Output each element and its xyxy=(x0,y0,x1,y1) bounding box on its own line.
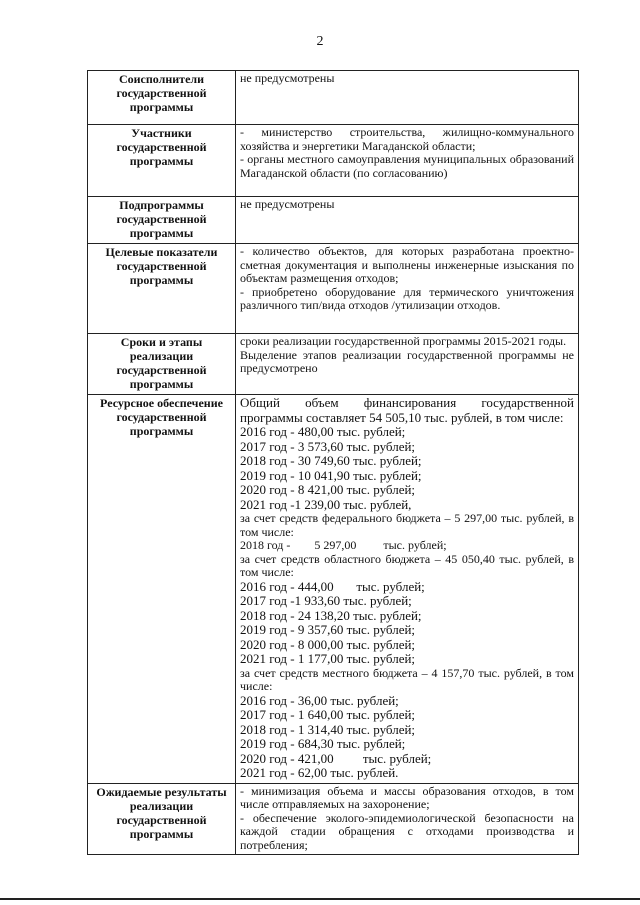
value-line: 2017 год - 3 573,60 тыс. рублей; xyxy=(240,438,416,454)
page-number: 2 xyxy=(316,34,324,49)
value-line: за счет средств областного бюджета – 45 050,40 тыс. рублей, в том числе: xyxy=(240,551,574,579)
row-value xyxy=(236,783,579,855)
page-bottom-rule xyxy=(0,898,640,900)
value-line: 2021 год - 1 177,00 тыс. рублей; xyxy=(240,651,416,666)
row-value xyxy=(236,71,579,125)
value-line: 2019 год - 10 041,90 тыс. рублей; xyxy=(240,467,422,483)
value-line: 2016 год - 444,00 тыс. рублей; xyxy=(240,578,425,594)
value-line: 2019 год - 9 357,60 тыс. рублей; xyxy=(240,622,416,637)
value-line: 2020 год - 8 000,00 тыс. рублей; xyxy=(240,636,416,652)
row-value xyxy=(236,395,579,784)
row-value xyxy=(236,125,579,197)
value-line: не предусмотрены xyxy=(240,197,335,211)
row-label: Ресурсное обеспечение государственной программы xyxy=(88,395,236,784)
row-label: Сроки и этапы реализации государственной программы xyxy=(88,334,236,395)
row-label: Участники государственной программы xyxy=(88,125,236,197)
table-row-target-indicators xyxy=(88,244,579,334)
row-value xyxy=(236,244,579,334)
row-label: Ожидаемые результаты реализации государственной программы xyxy=(88,783,236,855)
value-line: 2021 год - 62,00 тыс. рублей. xyxy=(240,765,399,780)
value-line: - органы местного самоуправления муниципальных образований Магаданской области (по согласованию) xyxy=(240,152,574,180)
value-line: сроки реализации государственной программы 2015-2021 годы. xyxy=(240,334,567,348)
table-row-resource-provision xyxy=(88,395,579,784)
table-row-co-executors xyxy=(88,71,579,125)
value-line: 2018 год - 30 749,60 тыс. рублей; xyxy=(240,453,422,468)
value-line: 2021 год -1 239,00 тыс. рублей, xyxy=(240,496,412,512)
row-value xyxy=(236,334,579,395)
value-line: 2019 год - 684,30 тыс. рублей; xyxy=(240,736,406,751)
row-label: Соисполнители государственной программы xyxy=(88,71,236,125)
table-row-expected-results xyxy=(88,783,579,855)
value-line: 2017 год -1 933,60 тыс. рублей; xyxy=(240,593,412,608)
value-line: 2020 год - 421,00 тыс. рублей; xyxy=(240,750,432,766)
value-line: за счет средств местного бюджета – 4 157,70 тыс. рублей, в том числе: xyxy=(240,665,574,693)
value-line: 2018 год - 1 314,40 тыс. рублей; xyxy=(240,721,416,737)
row-value xyxy=(236,197,579,244)
value-line: - обеспечение эколого-эпидемиологической безопасности на каждой стадии обращения с отходами производства и потребления; xyxy=(240,810,574,852)
value-line: Общий объем финансирования государственной программы составляет 54 505,10 тыс. рублей, в том числе: xyxy=(240,395,574,425)
value-line: за счет средств федерального бюджета – 5 297,00 тыс. рублей, в том числе: xyxy=(240,511,574,539)
value-line: - министерство строительства, жилищно-коммунального хозяйства и энергетики Магаданской области; xyxy=(240,125,574,153)
value-line: 2018 год - 24 138,20 тыс. рублей; xyxy=(240,607,422,623)
row-label: Целевые показатели государственной программы xyxy=(88,244,236,334)
value-line: 2018 год - 5 297,00 тыс. рублей; xyxy=(240,538,447,552)
value-line: 2017 год - 1 640,00 тыс. рублей; xyxy=(240,707,416,722)
value-line: 2020 год - 8 421,00 тыс. рублей; xyxy=(240,482,416,497)
table-row-subprograms xyxy=(88,197,579,244)
program-passport-table xyxy=(87,70,579,855)
value-line: не предусмотрены xyxy=(240,71,335,85)
value-line: 2016 год - 480,00 тыс. рублей; xyxy=(240,424,406,439)
table-row-terms-and-stages xyxy=(88,334,579,395)
value-line: - приобретено оборудование для термического уничтожения различного тип/вида отходов /утилизации отходов. xyxy=(240,284,574,312)
value-line: Выделение этапов реализации государственной программы не предусмотрено xyxy=(240,347,574,375)
value-line: - минимизация объема и массы образования отходов, в том числе отправляемых на захоронение; xyxy=(240,783,574,811)
value-line: 2016 год - 36,00 тыс. рублей; xyxy=(240,692,399,708)
row-label: Подпрограммы государственной программы xyxy=(88,197,236,244)
table-row-participants xyxy=(88,125,579,197)
value-line: - количество объектов, для которых разработана проектно-сметная документация и выполнены инженерные изыскания по объектам размещения отходов; xyxy=(240,244,574,285)
